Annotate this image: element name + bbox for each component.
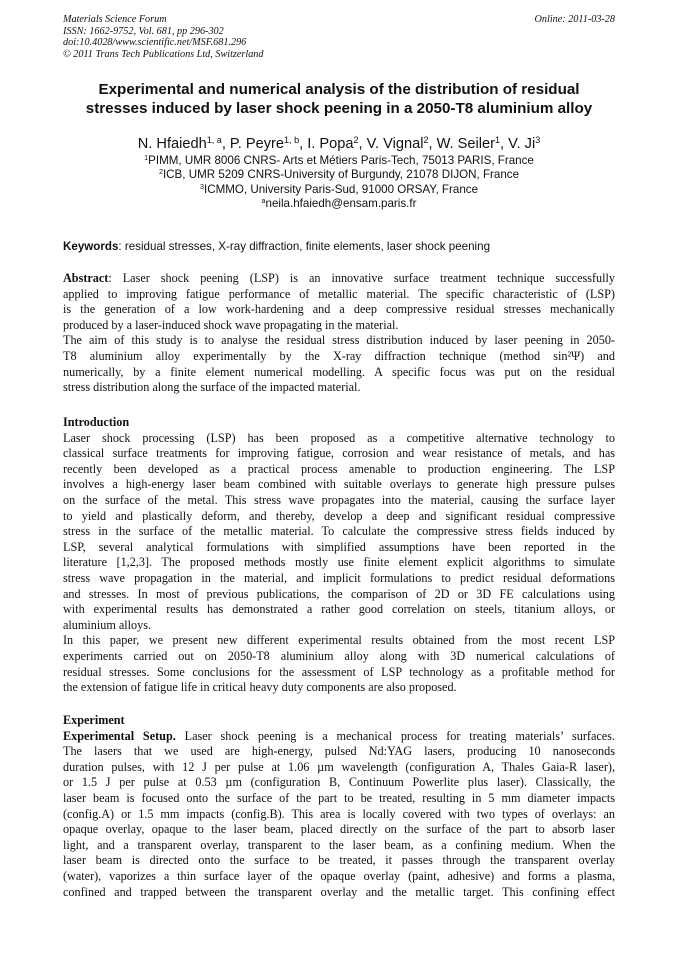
author-affiliation-mark: 2	[353, 135, 359, 146]
title-line: stresses induced by laser shock peening in a 2050-T8 aluminium alloy	[85, 100, 593, 117]
affiliation-mark: 3	[199, 181, 204, 191]
experiment-section	[63, 713, 615, 900]
text-line: the extension of fatigue life in critical heavy duty components are also proposed.	[63, 680, 457, 695]
online-date: Online: 2011-03-28	[534, 14, 615, 25]
introduction-section	[63, 415, 615, 696]
title-line: Experimental and numerical analysis of the distribution of residual	[98, 81, 580, 98]
author-affiliation-mark: 2	[423, 135, 429, 146]
text-line: on the surface of the metal. This stress wave propagates into the material, causing the surface layer	[63, 492, 615, 507]
text-line: LSP, several analytical formulations with simplified assumptions have been reported in the	[63, 539, 615, 554]
text-line: In this paper, we present new different experimental results obtained from the most recent LSP	[63, 633, 615, 648]
text-line: stress distribution along the surface of the impacted material.	[63, 380, 361, 395]
affiliation-text: ICMMO, University Paris-Sud, 91000 ORSAY, France	[203, 182, 479, 196]
text-line: laser beam is directed onto the surface to be treated, it passes through the transparent overlay	[63, 853, 615, 868]
keywords-label: Keywords	[63, 240, 119, 253]
paper-title	[40, 80, 638, 118]
text-line: light, and a transparent overlay, transparent to the laser beam, as a confining medium. When the	[63, 837, 615, 852]
author-name: W. Seiler	[436, 136, 495, 152]
journal-name: Materials Science Forum	[63, 14, 167, 25]
text-line: numerically, by a finite element numerical modelling. A specific focus was put on the residual	[63, 364, 615, 379]
running-header	[63, 14, 615, 60]
text-line: stress wave propagation in the material, and implicit formulations to predict residual deformations	[63, 570, 615, 585]
text-line: Laser shock processing (LSP) has been proposed as a competitive alternative technology to	[63, 430, 615, 445]
text-line: is the generation of a low work-hardening and a deep compressive residual stresses mechanically	[63, 302, 615, 317]
copyright-line: © 2011 Trans Tech Publications Ltd, Switzerland	[63, 48, 264, 60]
author-affiliation-mark: 1, b	[284, 135, 300, 146]
affiliation-text: neila.hfaiedh@ensam.paris.fr	[265, 197, 417, 211]
keywords	[63, 239, 615, 254]
text-line: duration pulses, with 12 J per pulse at 1.06 µm wavelength (configuration A, Thales Gaia-R laser),	[63, 759, 615, 774]
subsection-heading: Experimental Setup.	[63, 728, 176, 743]
text-line: (config.A) or 1.5 mm impacts (config.B). This area is locally covered with two types of overlays: an	[63, 806, 615, 821]
text-line: recently been developed as a practical process amenable to production engineering. The LSP	[63, 461, 615, 476]
text-line: confined and trapped between the transparent overlay and the metallic target. This confining effect	[63, 884, 615, 899]
affiliation-line	[40, 154, 638, 168]
author-name: P. Peyre	[229, 136, 285, 152]
text-line: aluminium alloys.	[63, 617, 152, 632]
text-line: residual stresses. Some conclusions for the assessment of LSP technology as a profitable method for	[63, 664, 615, 679]
text-line: Experimental Setup. Laser shock peening is a mechanical process for treating materials’ surfaces.	[63, 728, 615, 743]
section-heading: Experiment	[63, 713, 125, 727]
text-line: experiments carried out on 2050-T8 aluminium alloy along with 3D numerical calculations of	[63, 648, 615, 663]
author-affiliation-mark: 1	[494, 135, 501, 146]
text-line: stress in the surface of the metallic material. To calculate the compressive stress fields induced by	[63, 524, 615, 539]
author-affiliation-mark: 3	[535, 135, 541, 146]
affiliation-text: PIMM, UMR 8006 CNRS- Arts et Métiers Paris-Tech, 75013 PARIS, France	[148, 154, 534, 167]
affiliation-list	[40, 154, 638, 212]
author-list: N. Hfaiedh$^{1, a}$, P. Peyre$^{1, b}$, I. Popa$^2$, V. Vignal$^2$, W. Seiler$^1$, V. Ji$^3$	[137, 135, 541, 152]
author-name: N. Hfaiedh	[137, 136, 207, 152]
author-name: V. Vignal	[366, 136, 424, 152]
author-name: V. Ji	[508, 136, 536, 152]
text-line: applied to improving fatigue performance of metallic material. The specific characteristic of (LSP)	[63, 286, 615, 301]
doi-line: doi:10.4028/www.scientific.net/MSF.681.296	[63, 37, 247, 49]
text-line: with experimental results has demonstrated a rather good correlation on steels, titanium alloys, or	[63, 602, 615, 617]
text-line: (water), vaporizes a thin surface layer of the opaque overlay (paint, adhesive) and forms a plasma,	[63, 868, 615, 883]
abstract-section	[63, 271, 615, 396]
affiliation-mark: 2	[158, 167, 163, 177]
text-line: to yield and plastically deform, and thereby, develop a deep and significant residual compressive	[63, 508, 615, 523]
text-line: Abstract: Laser shock peening (LSP) is an innovative surface treatment technique successfully	[63, 271, 615, 285]
abstract-label: Abstract	[63, 271, 109, 285]
text-line: laser beam is focused onto the surface of the part to be treated, resulting in 5 mm diameter impacts	[63, 790, 615, 805]
section-heading: Introduction	[63, 415, 130, 429]
text-line: literature [1,2,3]. The proposed methods mostly use finite element explicit algorithms to simulate	[63, 555, 615, 570]
text-line: T8 aluminium alloy experimentally by the X-ray diffraction technique (method sin²Ψ) and	[63, 348, 615, 363]
affiliation-line	[40, 168, 638, 182]
affiliation-line	[40, 197, 638, 211]
affiliation-text: ICB, UMR 5209 CNRS-University of Burgundy, 21078 DIJON, France	[162, 168, 520, 182]
issn-line: ISSN: 1662-9752, Vol. 681, pp 296-302	[63, 25, 224, 37]
text-line: and stresses. In most of previous publications, the comparison of 2D or 3D FE calculations using	[63, 586, 615, 601]
text-line: produced by a laser-induced shock wave propagating in the material.	[63, 317, 399, 332]
keywords-text: : residual stresses, X-ray diffraction, finite elements, laser shock peening	[118, 240, 491, 253]
text-line: classical surface treatments for improving fatigue, corrosion and wear resistance of metals, and has	[63, 446, 615, 461]
text-line: involves a high-energy laser beam combined with suitable overlays to generate high pressure pulses	[63, 477, 615, 492]
text-line: or 1.5 J per pulse at 0.53 µm (configuration B, Continuum Powerlite plus laser). Classically, the	[63, 775, 615, 790]
affiliation-mark: 1	[144, 153, 149, 163]
text-line: The lasers that we used are high-energy, pulsed Nd:YAG lasers, producing 10 nanoseconds	[63, 744, 615, 759]
text-line: The aim of this study is to analyse the residual stress distribution induced by laser peening in 2050-	[63, 333, 615, 348]
text-line: opaque overlay, opaque to the laser beam, placed directly on the surface of the part to absorb laser	[63, 822, 615, 837]
affiliation-mark: a	[261, 196, 266, 206]
author-affiliation-mark: 1, a	[206, 135, 222, 146]
affiliation-line	[40, 183, 638, 197]
author-name: I. Popa	[307, 136, 354, 152]
